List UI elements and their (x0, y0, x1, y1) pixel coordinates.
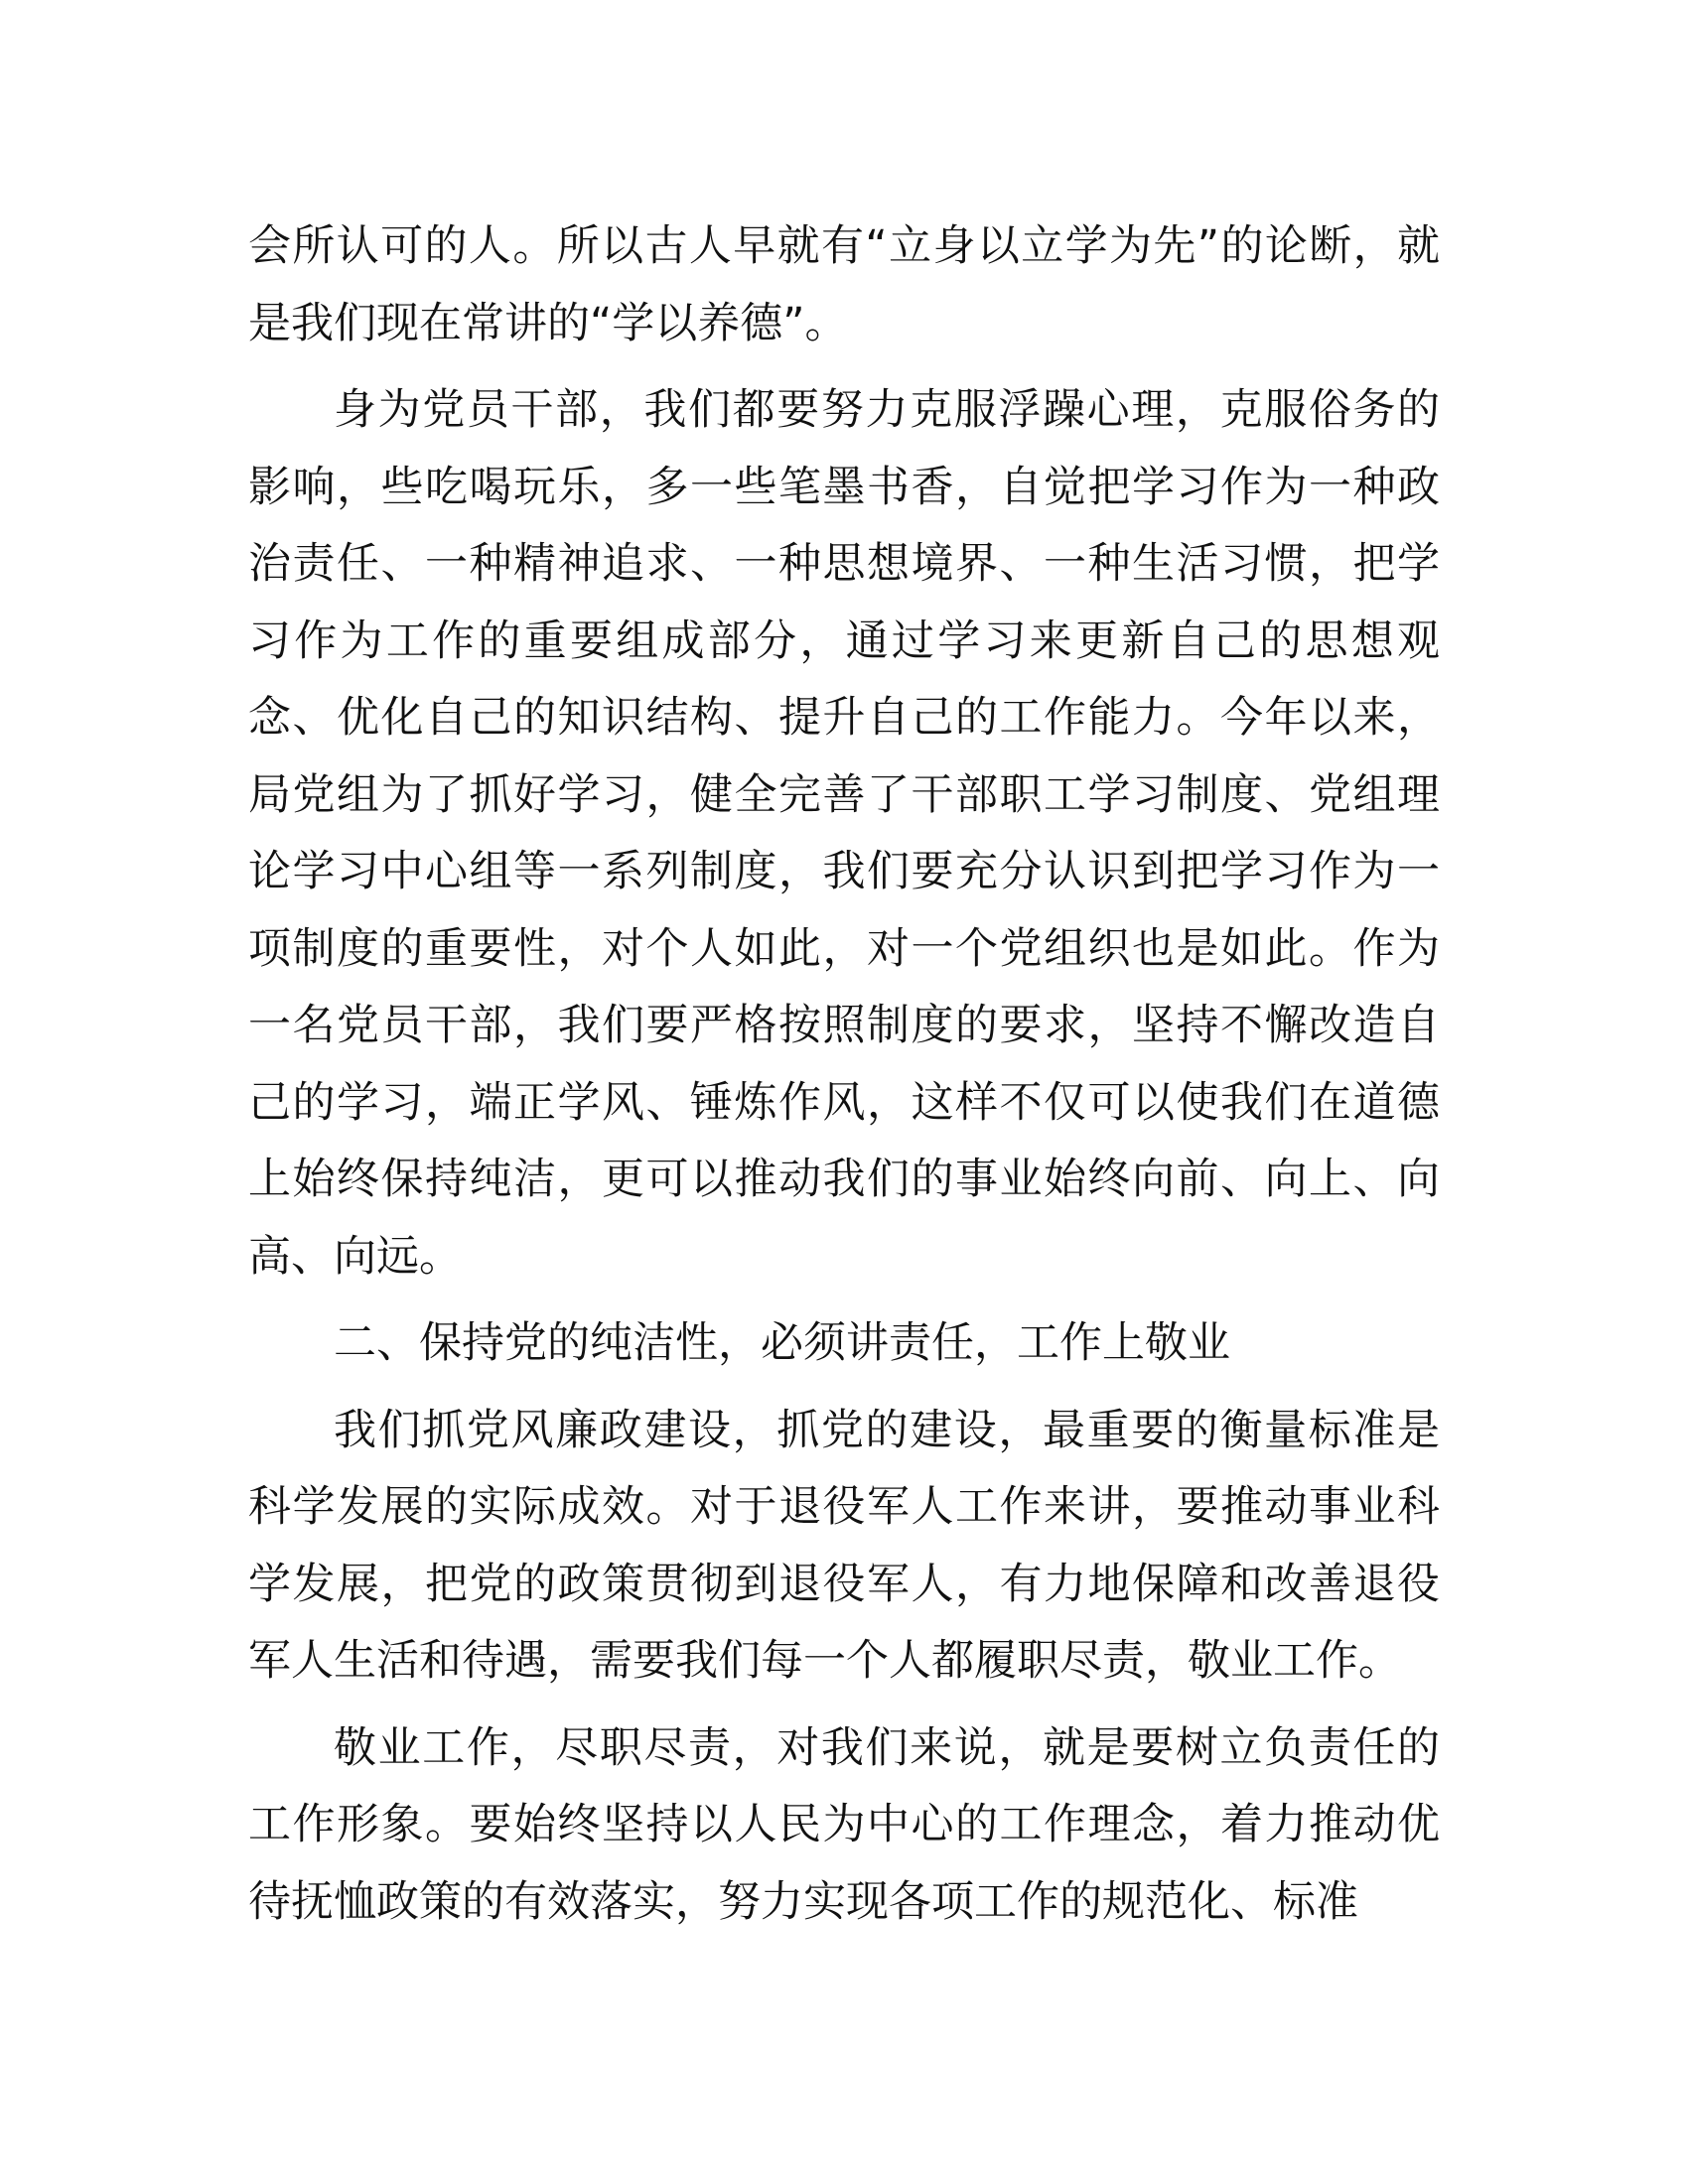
document-body (248, 208, 1440, 1951)
paragraph-study: 身为党员干部，我们都要努力克服浮躁心理，克服俗务的影响，些吃喝玩乐，多一些笔墨书香，自觉把学习作为一种政治责任、一种精神追求、一种思想境界、一种生活习惯，把学习作为工作的重要组成部分，通过学习来更新自己的思想观念、优化自己的知识结构、提升自己的工作能力。今年以来，局党组为了抓好学习，健全完善了干部职工学习制度、党组理论学习中心组等一系列制度，我们要充分认识到把学习作为一项制度的重要性，对个人如此，对一个党组织也是如此。作为一名党员干部，我们要严格按照制度的要求，坚持不懈改造自己的学习，端正学风、锤炼作风，这样不仅可以使我们在道德上始终保持纯洁，更可以推动我们的事业始终向前、向上、向高、向远。 (248, 385, 1440, 1282)
paragraph-responsibility: 我们抓党风廉政建设，抓党的建设，最重要的衡量标准是科学发展的实际成效。对于退役军人工作来讲，要推动事业科学发展，把党的政策贯彻到退役军人，有力地保障和改善退役军人生活和待遇，需要我们每一个人都履职尽责，敬业工作。 (248, 1405, 1440, 1686)
paragraph-dedication: 敬业工作，尽职尽责，对我们来说，就是要树立负责任的工作形象。要始终坚持以人民为中心的工作理念，着力推动优待抚恤政策的有效落实，努力实现各项工作的规范化、标准 (248, 1722, 1440, 1927)
section-heading-two: 二、保持党的纯洁性，必须讲责任，工作上敬业 (334, 1318, 1230, 1368)
paragraph-continuation: 会所认可的人。所以古人早就有“立身以立学为先”的论断，就是我们现在常讲的“学以养德”。 (248, 221, 1440, 348)
